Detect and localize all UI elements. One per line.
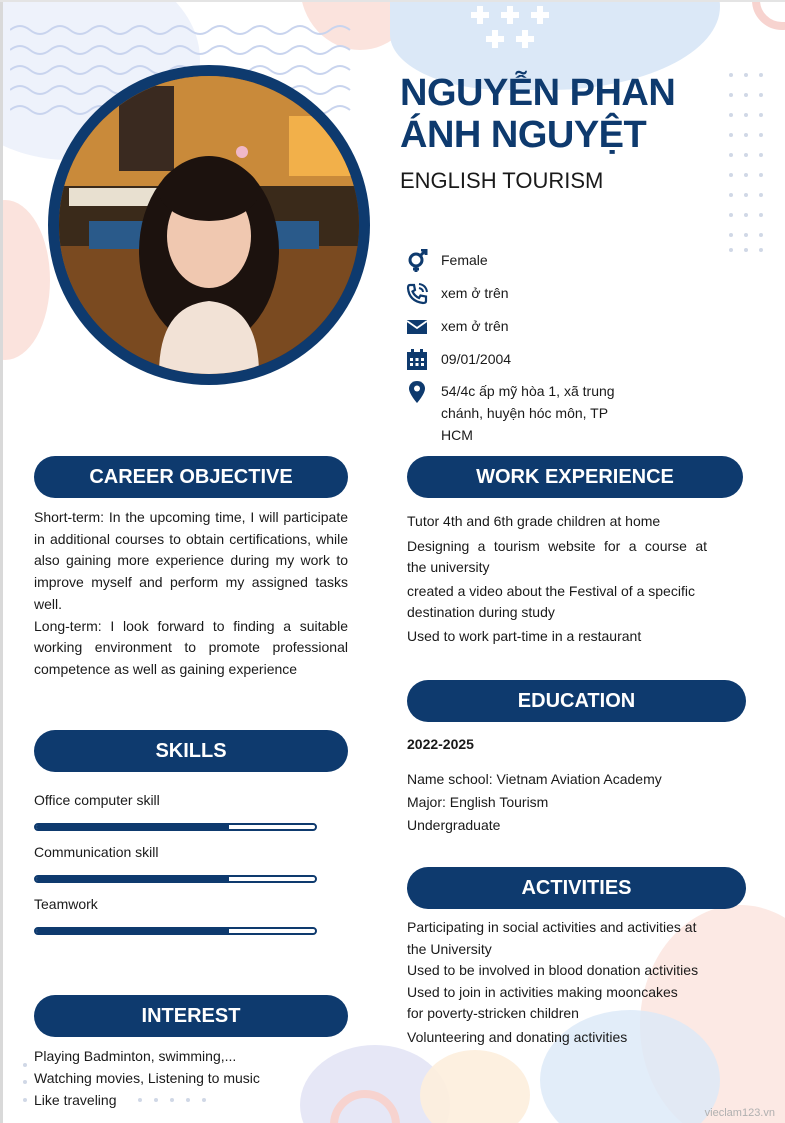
name-line-1: NGUYỄN PHAN xyxy=(400,72,676,114)
name-line-2: ÁNH NGUYỆT xyxy=(400,114,647,156)
career-objective-text xyxy=(34,507,348,681)
watermark: vieclam123.vn xyxy=(704,1107,775,1119)
deco-plus-signs xyxy=(470,4,560,64)
info-birthday xyxy=(405,348,511,372)
skill-bar xyxy=(34,823,317,831)
profile-photo-frame xyxy=(48,65,370,385)
address-line-1: 54/4c ấp mỹ hòa 1, xã trung xyxy=(441,383,615,399)
activity-item: Volunteering and donating activities xyxy=(407,1028,628,1045)
education-level: Undergraduate xyxy=(407,817,501,833)
skill-bar-fill xyxy=(36,825,229,829)
activity-item: Participating in social activities and activities at the University xyxy=(407,919,697,957)
interest-list xyxy=(34,1045,260,1111)
address-value xyxy=(441,380,615,446)
activities-heading: ACTIVITIES xyxy=(407,867,746,909)
education-period: 2022-2025 xyxy=(407,736,474,752)
work-item: Designing a tourism website for a course at the university xyxy=(407,537,707,575)
skill-bar xyxy=(34,927,317,935)
education-major: Major: English Tourism xyxy=(407,794,549,810)
page-edge-top xyxy=(0,0,785,2)
career-short-term: Short-term: In the upcoming time, I will participate in additional courses to obtain certifications, while also gaining more experience during my work to improve myself and perform my assigned tasks well. xyxy=(34,509,348,612)
skill-label: Communication skill xyxy=(34,844,159,860)
activities-list xyxy=(407,917,737,1048)
location-pin-icon xyxy=(405,380,429,404)
interest-item: Playing Badminton, swimming,... xyxy=(34,1048,237,1064)
mail-icon xyxy=(405,315,429,339)
profile-photo xyxy=(59,76,359,374)
skills-heading: SKILLS xyxy=(34,730,348,772)
deco-ring-top-right xyxy=(752,0,785,30)
career-long-term: Long-term: I look forward to finding a suitable working environment to promote professional competence as well as gaining experience xyxy=(34,617,348,677)
interest-heading: INTEREST xyxy=(34,995,348,1037)
career-objective-heading: CAREER OBJECTIVE xyxy=(34,456,348,498)
phone-value: xem ở trên xyxy=(441,285,509,301)
education-school: Name school: Vietnam Aviation Academy xyxy=(407,771,662,787)
skill-bar-fill xyxy=(36,877,229,881)
work-experience-list xyxy=(407,511,727,647)
education-details xyxy=(407,768,662,837)
info-gender xyxy=(405,249,488,273)
email-value: xem ở trên xyxy=(441,318,509,334)
skill-bar xyxy=(34,875,317,883)
work-experience-heading: WORK EXPERIENCE xyxy=(407,456,743,498)
address-line-2: chánh, huyện hóc môn, TP xyxy=(441,405,609,421)
interest-item: Watching movies, Listening to music xyxy=(34,1070,260,1086)
info-email xyxy=(405,315,509,339)
work-item: Used to work part-time in a restaurant xyxy=(407,627,642,644)
gender-value: Female xyxy=(441,252,488,268)
education-heading: EDUCATION xyxy=(407,680,746,722)
work-item: created a video about the Festival of a specific destination during study xyxy=(407,582,695,620)
deco-blob-bottom-yellow xyxy=(420,1050,530,1123)
work-item: Tutor 4th and 6th grade children at home xyxy=(407,513,661,529)
skill-bar-fill xyxy=(36,929,229,933)
page-edge xyxy=(0,0,3,1123)
calendar-icon xyxy=(405,348,429,372)
interest-item: Like traveling xyxy=(34,1092,117,1108)
info-phone xyxy=(405,282,509,306)
gender-icon xyxy=(405,249,429,273)
address-line-3: HCM xyxy=(441,427,473,443)
deco-blob-left xyxy=(0,200,50,360)
skill-label: Office computer skill xyxy=(34,792,160,808)
activity-item: Used to be involved in blood donation activities xyxy=(407,962,699,978)
job-title: ENGLISH TOURISM xyxy=(400,168,604,193)
full-name xyxy=(400,72,760,156)
skill-label: Teamwork xyxy=(34,896,98,912)
info-address xyxy=(405,380,615,446)
phone-icon xyxy=(405,282,429,306)
birthday-value: 09/01/2004 xyxy=(441,351,512,367)
activity-item: Used to join in activities making mooncakes for poverty-stricken children xyxy=(407,983,678,1021)
